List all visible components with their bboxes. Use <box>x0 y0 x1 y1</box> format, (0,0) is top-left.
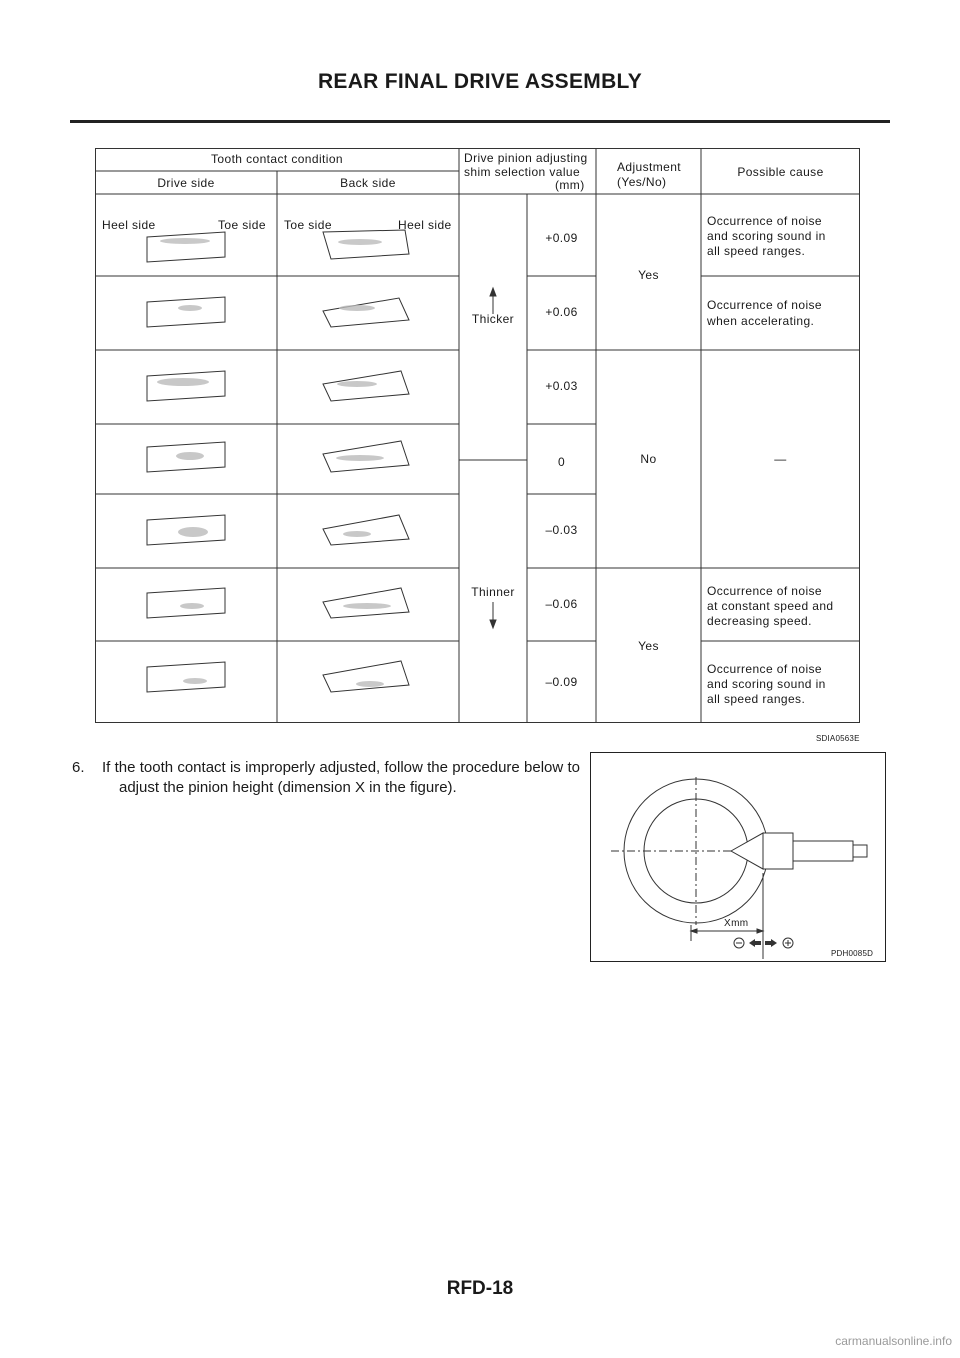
back-side-heel-label: Heel side <box>398 218 452 232</box>
cause-line: at constant speed and <box>707 599 834 613</box>
cause-line: all speed ranges. <box>707 244 806 258</box>
shim-value: 0 <box>557 455 566 469</box>
shim-value: +0.09 <box>545 231 578 245</box>
header-back-side: Back side <box>340 176 396 190</box>
dimension-label: Xmm <box>724 918 749 929</box>
page-number: RFD-18 <box>446 1278 514 1299</box>
header-adjustment-line1: Adjustment <box>617 160 682 174</box>
header-shim-unit: (mm) <box>555 178 585 192</box>
cause-line: Occurrence of noise <box>707 298 822 312</box>
cause-line: all speed ranges. <box>707 692 806 706</box>
header-shim-line2: shim selection value <box>464 165 581 179</box>
page-title: REAR FINAL DRIVE ASSEMBLY <box>317 70 643 93</box>
header-adjustment-line2: (Yes/No) <box>617 175 667 189</box>
shim-value: –0.03 <box>545 523 578 537</box>
cause-line: Occurrence of noise <box>707 662 822 676</box>
watermark: carmanualsonline.info <box>835 1334 952 1348</box>
direction-thinner: Thinner <box>471 585 515 599</box>
cause-line: decreasing speed. <box>707 614 812 628</box>
shim-value: +0.03 <box>545 379 578 393</box>
header-shim-line1: Drive pinion adjusting <box>464 151 588 165</box>
adjustment-no: No <box>640 452 657 466</box>
adjustment-yes: Yes <box>638 639 659 653</box>
cause-line: when accelerating. <box>707 314 815 328</box>
shim-value: –0.06 <box>545 597 578 611</box>
step-text: If the tooth contact is improperly adjusted, follow the procedure below to adjust the pinion height (dimension X in the figure). <box>102 759 580 796</box>
cause-line: and scoring sound in <box>707 229 826 243</box>
shim-value: +0.06 <box>545 305 578 319</box>
step-number: 6. <box>72 759 85 776</box>
adjustment-yes: Yes <box>638 268 659 282</box>
figure-code: SDIA0563E <box>816 734 860 743</box>
direction-thicker: Thicker <box>471 312 515 326</box>
header-divider <box>70 120 890 123</box>
header-drive-side: Drive side <box>157 176 215 190</box>
shim-value: –0.09 <box>545 675 578 689</box>
drive-side-heel-label: Heel side <box>102 218 156 232</box>
cause-line: Occurrence of noise <box>707 584 822 598</box>
header-tooth-contact: Tooth contact condition <box>211 152 343 166</box>
cause-line: — <box>774 452 787 466</box>
back-side-toe-label: Toe side <box>284 218 332 232</box>
header-possible-cause: Possible cause <box>737 165 824 179</box>
drive-side-toe-label: Toe side <box>218 218 266 232</box>
pinion-height-figure <box>590 752 886 962</box>
tooth-contact-table <box>95 148 860 723</box>
cause-line: Occurrence of noise <box>707 214 822 228</box>
cause-line: and scoring sound in <box>707 677 826 691</box>
figure-code: PDH0085D <box>831 949 874 958</box>
